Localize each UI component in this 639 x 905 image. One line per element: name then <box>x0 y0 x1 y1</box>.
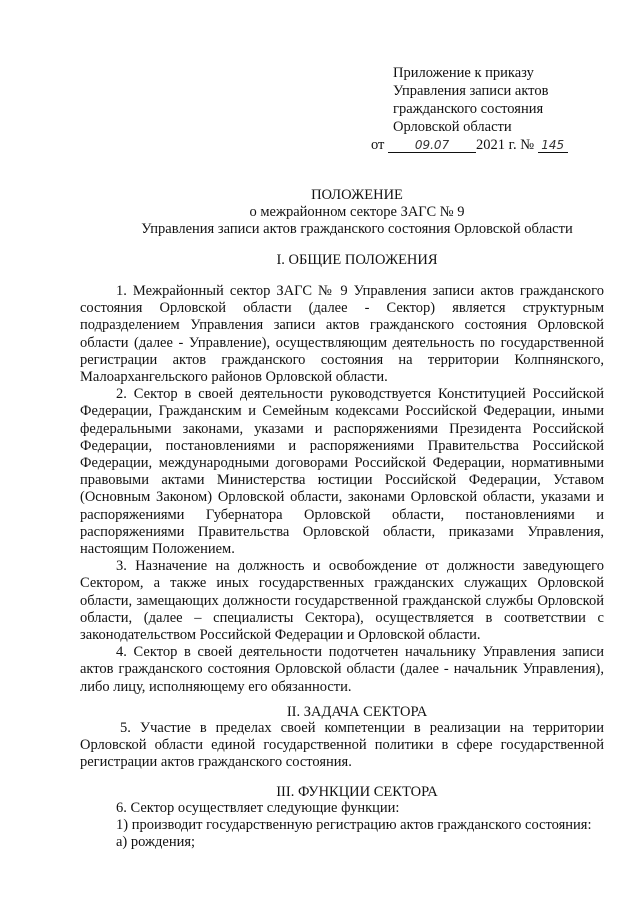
title-line-1: ПОЛОЖЕНИЕ <box>311 187 403 203</box>
year-text: 2021 г. № <box>476 137 535 153</box>
appendix-line-4: Орловской области <box>393 119 512 135</box>
appendix-block <box>371 64 621 154</box>
title-line-2: о межрайонном секторе ЗАГС № 9 <box>249 204 465 220</box>
paragraph-1: 1. Межрайонный сектор ЗАГС № 9 Управления записи актов гражданского состояния Орловской области (далее - Сектор) является структурным подразделением Управления записи актов гражданского состояния Орловской области (далее - Управление), осуществляющим деятельность по государственной регистрации актов гражданского состояния на территории Колпнянского, Малоархангельского районов Орловской области. <box>80 283 604 386</box>
section-3-heading: III. ФУНКЦИИ СЕКТОРА <box>276 784 438 800</box>
appendix-date-line <box>371 136 621 154</box>
paragraph-3: 3. Назначение на должность и освобождение от должности заведующего Сектором, а также иных государственных гражданских служащих Орловской области, замещающих должности государственной гражданской службы Орловской области, (далее – специалисты Сектора), осуществляется в соответствии с законодательством Российской Федерации и Орловской области. <box>80 558 604 644</box>
paragraph-6-1-a: а) рождения; <box>116 834 196 851</box>
section-2-heading: II. ЗАДАЧА СЕКТОРА <box>286 704 428 720</box>
document-title <box>72 187 639 238</box>
paragraph-4: 4. Сектор в своей деятельности подотчетен начальнику Управления записи актов гражданского состояния Орловской области (далее - начальник Управления), либо лицу, исполняющему его обязанности. <box>80 644 604 695</box>
section-1-heading: I. ОБЩИЕ ПОЛОЖЕНИЯ <box>276 252 438 268</box>
paragraph-5: 5. Участие в пределах своей компетенции в реализации на территории Орловской области единой государственной политики в сфере государственной регистрации актов гражданского состояния. <box>80 720 604 771</box>
section-3-body <box>80 800 604 852</box>
paragraph-6-1: 1) производит государственную регистрацию актов гражданского состояния: <box>116 817 592 834</box>
paragraph-2: 2. Сектор в своей деятельности руководствуется Конституцией Российской Федерации, Гражданским и Семейным кодексами Российской Федерации, иными федеральными законами, указами и распоряжениями Президента Российской Федерации, постановлениями и распоряжениями Правительства Российской Федерации, международными договорами Российской Федерации, нормативными правовыми актами Министерства юстиции Российской Федерации, Уставом (Основным Законом) Орловской области, законами Орловской области, указами и распоряжениями Губернатора Орловской области, постановлениями и распоряжениями Правительства Орловской области, приказами Управления, настоящим Положением. <box>80 386 604 558</box>
title-line-3: Управления записи актов гражданского состояния Орловской области <box>141 221 573 237</box>
appendix-line-1: Приложение к приказу <box>393 65 534 81</box>
from-label: от <box>371 137 385 153</box>
paragraph-6: 6. Сектор осуществляет следующие функции: <box>116 800 400 816</box>
appendix-line-2: Управления записи актов <box>393 83 549 99</box>
handwritten-number: 145 <box>538 138 568 153</box>
section-2-body <box>80 720 604 772</box>
handwritten-date: 09.07 <box>388 138 476 153</box>
section-1-body <box>80 283 604 696</box>
appendix-line-3: гражданского состояния <box>393 101 544 117</box>
